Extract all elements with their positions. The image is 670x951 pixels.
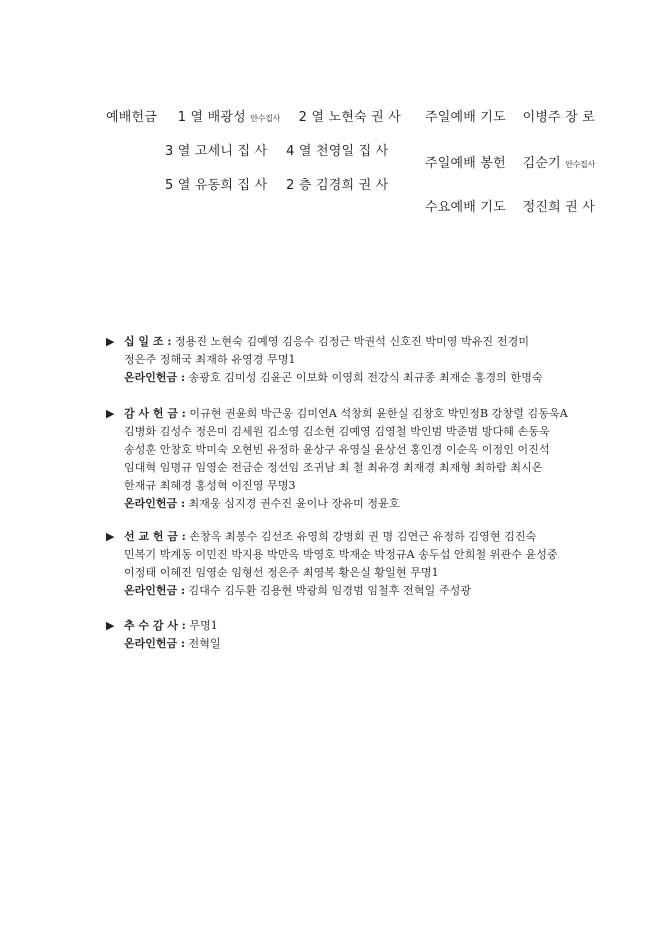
online-names: 김대수 김두환 김용현 박광희 임경범 임철후 전혁일 주성광: [188, 584, 472, 597]
section-marker-icon: ▶: [106, 619, 115, 632]
harvest-section: [106, 617, 221, 653]
section-names: 정은주 정해국 최재하 유영경 무명1: [124, 353, 296, 366]
online-names: 최재웅 심지경 권수진 윤이나 장유미 정윤호: [188, 497, 400, 510]
offering-name: 배광성: [207, 110, 246, 125]
section-names: 송성훈 안창호 박미숙 오현빈 유정하 윤상구 유영실 윤상선 홍인경 이순옥 이정인 이진석: [124, 443, 550, 456]
online-label: 온라인헌금 :: [124, 371, 186, 384]
prayer-row: [425, 196, 595, 215]
section-marker-icon: ▶: [106, 335, 115, 348]
section-names: 손창옥 최봉수 김선조 유영희 강병회 권 명 김연근 유정하 김영현 김진숙: [189, 530, 537, 543]
offering-name: 고세니 집 사: [194, 144, 268, 159]
section-label: 감 사 헌 금 :: [123, 407, 186, 420]
prayer-title: 안수집사: [565, 160, 595, 169]
offering-position: 3 열: [165, 144, 191, 159]
online-label: 온라인헌금 :: [124, 497, 186, 510]
offering-name: 김경희 권 사: [315, 178, 389, 193]
prayer-row: [425, 152, 595, 171]
section-names: 정용진 노현숙 김예영 김응수 김정근 박권석 신호진 박미영 박유진 전경미: [174, 335, 530, 348]
online-label: 온라인헌금 :: [124, 637, 186, 650]
thanksgiving-section: [106, 405, 568, 513]
offering-name: 천영일 집 사: [315, 144, 389, 159]
prayer-name: 이병주 장 로: [522, 110, 596, 125]
offering-position: 5 열: [165, 178, 191, 193]
section-names: 민복기 박계동 이민진 박지용 박만옥 박영호 박재순 박정규A 송두섭 안희철 위관수 윤성중: [124, 548, 558, 561]
offering-name: 유동희 집 사: [194, 178, 268, 193]
section-names: 김병화 김성수 정은미 김세원 김소영 김소현 김예영 김영철 박인범 박준범 방다혜 손동욱: [124, 425, 550, 438]
section-label: 십 일 조 :: [123, 335, 172, 348]
section-names: 한재규 최혜경 홍성혁 이진영 무명3: [124, 479, 296, 492]
section-names: 이규현 권윤희 박근웅 김미연A 석창희 윤한실 김창호 박민정B 강창렬 김동욱A: [189, 407, 568, 420]
prayer-name: 김순기: [522, 156, 561, 171]
offering-name: 노현숙 권 사: [328, 110, 402, 125]
prayer-label: 수요예배 기도: [425, 200, 506, 215]
prayer-name: 정진희 권 사: [522, 200, 596, 215]
section-names: 임대혁 임명규 임영순 전금순 정선임 조귀남 최 철 최유경 최재경 최재형 최하람 최시온: [124, 461, 543, 474]
section-label: 선 교 헌 금 :: [123, 530, 186, 543]
section-marker-icon: ▶: [106, 407, 115, 420]
section-marker-icon: ▶: [106, 530, 115, 543]
online-names: 전혁일: [188, 637, 221, 650]
prayer-row: [425, 106, 595, 125]
tithe-section: [106, 333, 543, 387]
section-names: 이정태 이혜진 임영순 임형선 정은주 최영복 황은실 황일현 무명1: [124, 566, 439, 579]
section-label: 추 수 감 사 :: [123, 619, 186, 632]
online-label: 온라인헌금 :: [124, 584, 186, 597]
offering-position: 4 열: [286, 144, 312, 159]
offering-position: 2 열: [298, 110, 325, 125]
offering-title: 안수집사: [250, 114, 280, 123]
offering-label: 예배헌금: [106, 110, 158, 125]
offering-row-2: [165, 140, 388, 159]
offering-row-3: [165, 174, 388, 193]
section-names: 무명1: [189, 619, 218, 632]
prayer-label: 주일예배 기도: [425, 110, 506, 125]
offering-row-1: [106, 106, 401, 125]
online-names: 송광호 김미성 김윤곤 이보화 이영희 전강식 최규종 최재순 홍경의 한명숙: [188, 371, 543, 384]
offering-position: 1 열: [177, 110, 204, 125]
prayer-label: 주일예배 봉헌: [425, 156, 506, 171]
offering-position: 2 층: [286, 178, 312, 193]
mission-section: [106, 528, 558, 600]
